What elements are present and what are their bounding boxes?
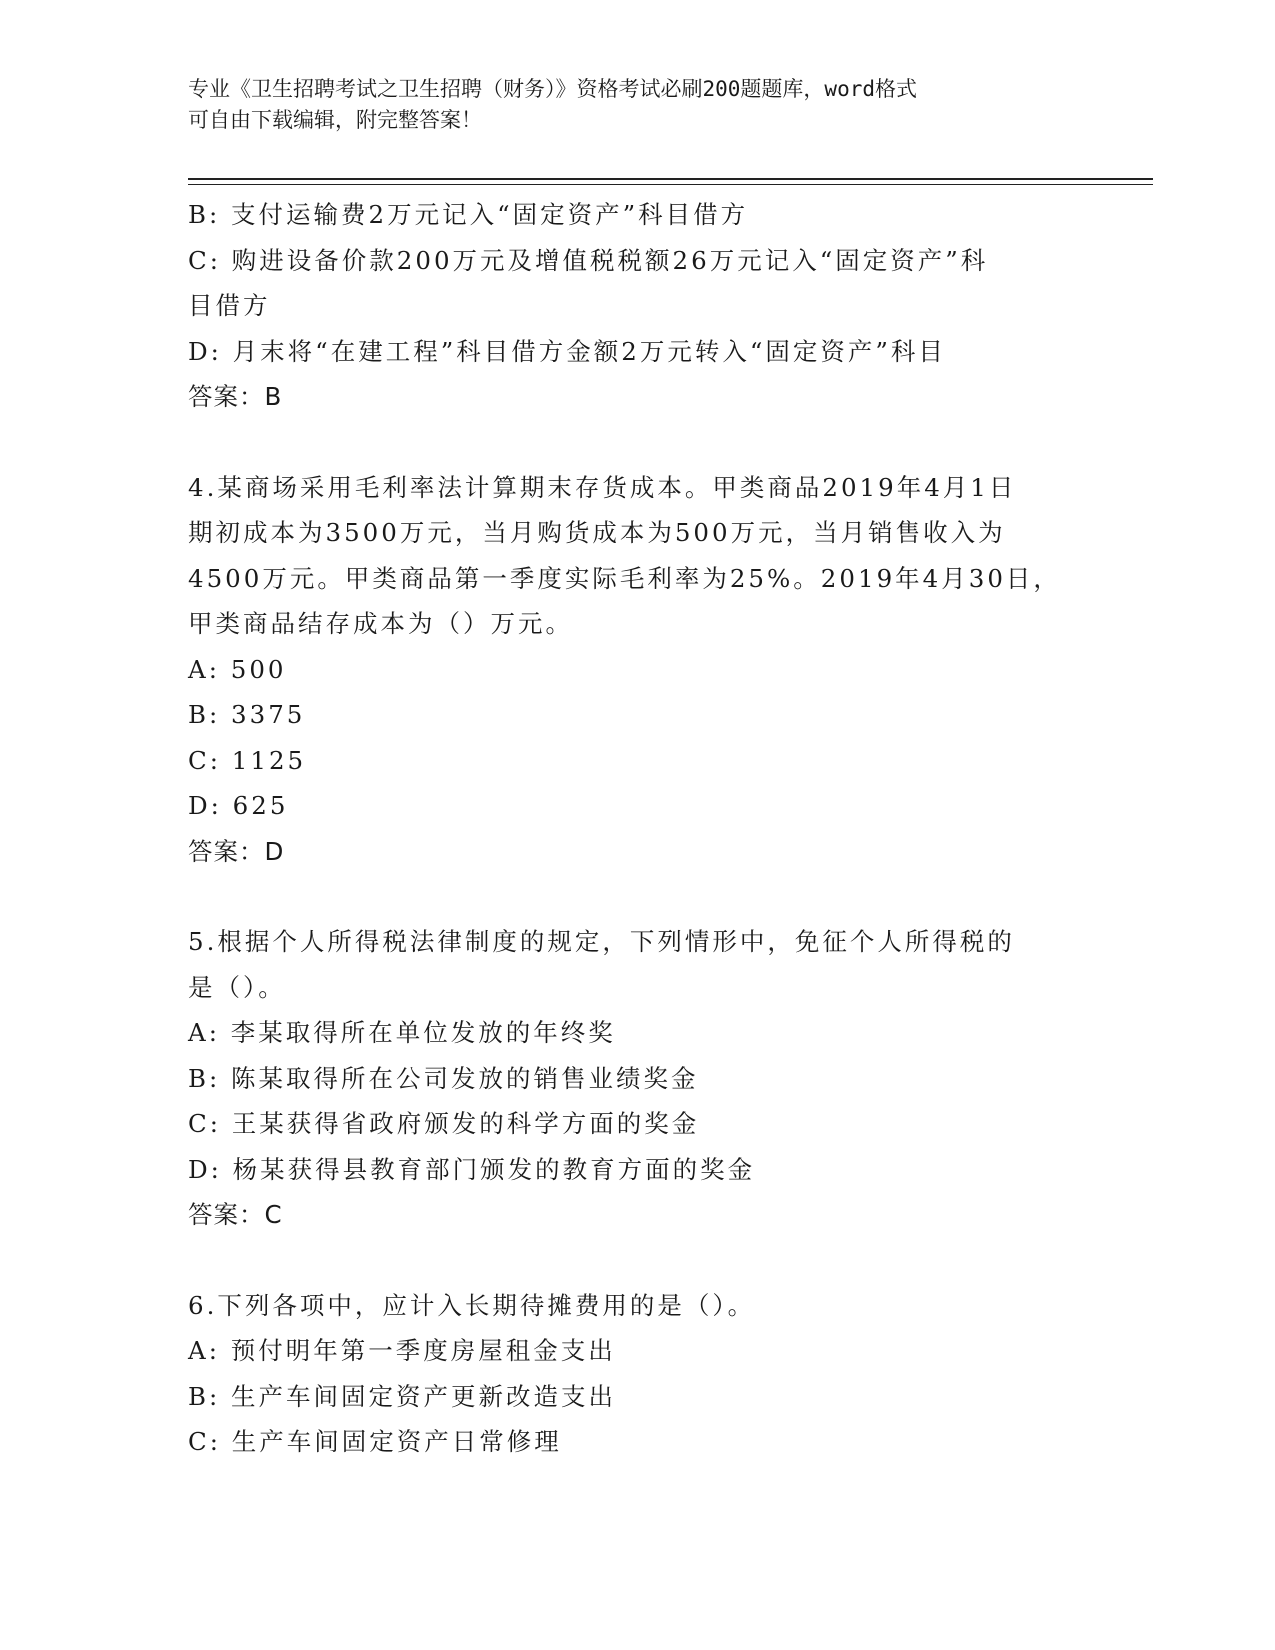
- q4-stem-line2: 期初成本为3500万元，当月购货成本为500万元，当月销售收入为: [188, 518, 1006, 547]
- q4-stem-line4: 甲类商品结存成本为（）万元。: [188, 609, 573, 638]
- q6-option-a: A: 预付明年第一季度房屋租金支出: [188, 1336, 616, 1365]
- q4-option-d: D: 625: [188, 791, 289, 820]
- q4-answer: 答案：D: [188, 836, 285, 866]
- q6-stem-line1: 6.下列各项中，应计入长期待摊费用的是（）。: [188, 1290, 756, 1320]
- q5-option-a: A: 李某取得所在单位发放的年终奖: [188, 1018, 616, 1047]
- q5-stem-line2: 是（）。: [188, 972, 286, 1002]
- q4-stem-line1: 4.某商场采用毛利率法计算期末存货成本。甲类商品2019年4月1日: [188, 472, 1017, 502]
- q4-option-a: A: 500: [188, 654, 287, 684]
- q5-option-d: D: 杨某获得县教育部门颁发的教育方面的奖金: [188, 1154, 756, 1184]
- q6-option-c: C: 生产车间固定资产日常修理: [188, 1427, 562, 1456]
- q5-option-c: C: 王某获得省政府颁发的科学方面的奖金: [188, 1109, 700, 1138]
- q3-option-c-line1: C: 购进设备价款200万元及增值税税额26万元记入“固定资产”科: [188, 245, 989, 275]
- q6-option-b: B: 生产车间固定资产更新改造支出: [188, 1381, 617, 1411]
- q3-option-d: D: 月末将“在建工程”科目借方金额2万元转入“固定资产”科目: [188, 336, 946, 366]
- header-line-2: 可自由下载编辑，附完整答案！: [188, 108, 482, 132]
- document-header: [188, 74, 1068, 136]
- q5-answer: 答案：C: [188, 1200, 283, 1229]
- q3-option-c-line2: 目借方: [188, 291, 271, 320]
- spacer: [188, 874, 1068, 919]
- q4-option-c: C: 1125: [188, 745, 307, 775]
- q3-option-b: B: 支付运输费2万元记入“固定资产”科目借方: [188, 200, 749, 229]
- q4-stem-line3: 4500万元。甲类商品第一季度实际毛利率为25%。2019年4月30日，: [188, 563, 1061, 593]
- spacer: [188, 420, 1068, 465]
- spacer: [188, 1238, 1068, 1283]
- q5-option-b: B: 陈某取得所在公司发放的销售业绩奖金: [188, 1063, 699, 1093]
- question-content: [188, 192, 1068, 1465]
- header-divider-thick: [188, 178, 1153, 180]
- header-line-1: 专业《卫生招聘考试之卫生招聘（财务）》资格考试必刷200题题库，word格式: [188, 77, 917, 101]
- q4-option-b: B: 3375: [188, 700, 306, 729]
- q3-answer: 答案：B: [188, 382, 283, 411]
- q5-stem-line1: 5.根据个人所得税法律制度的规定，下列情形中，免征个人所得税的: [188, 927, 1015, 956]
- header-divider-thin: [188, 184, 1153, 185]
